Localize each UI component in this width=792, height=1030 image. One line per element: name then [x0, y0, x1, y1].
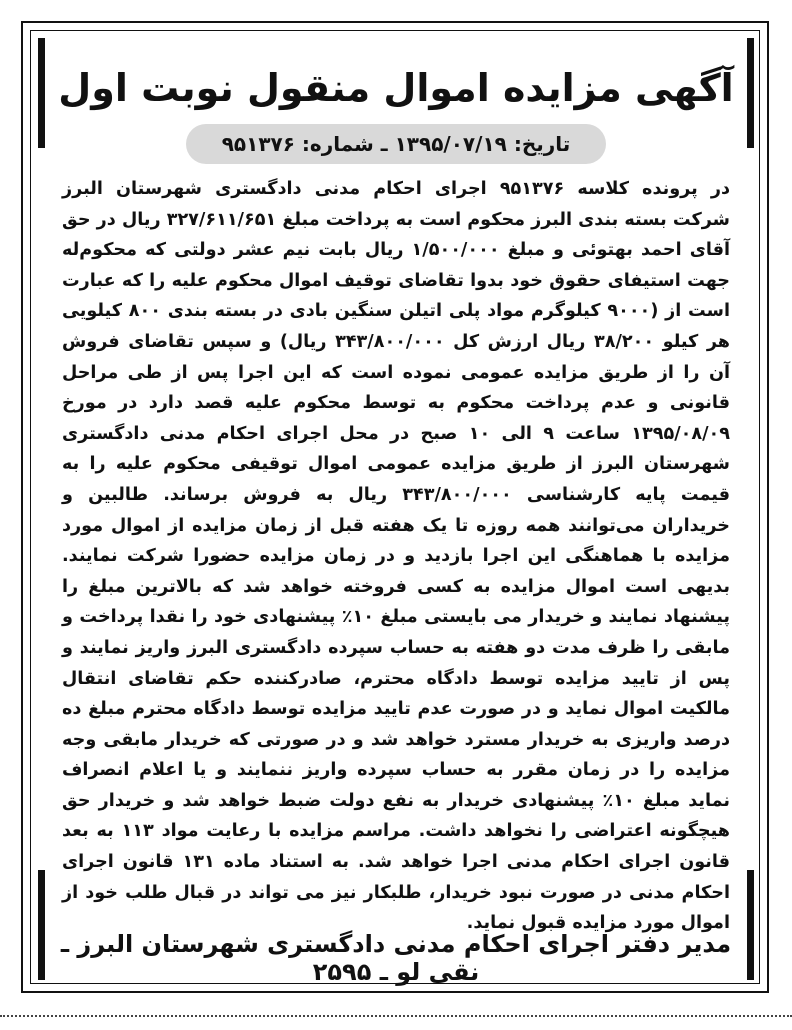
date-number-badge: تاریخ: ۱۳۹۵/۰۷/۱۹ ـ شماره: ۹۵۱۳۷۶	[186, 124, 606, 164]
cut-line	[0, 1015, 792, 1017]
notice-title: آگهی مزایده اموال منقول نوبت اول	[58, 66, 734, 110]
signature-line: مدیر دفتر اجرای احکام مدنی دادگستری شهرستان البرز ـ نقی لو ـ ۲۵۹۵	[60, 930, 732, 986]
corner-bar-bottom-left	[38, 870, 45, 980]
corner-bar-bottom-right	[747, 870, 754, 980]
notice-body: در پرونده کلاسه ۹۵۱۳۷۶ اجرای احکام مدنی دادگستری شهرستان البرز شرکت بسته بندی البرز محکوم است به پرداخت مبلغ ۳۲۷/۶۱۱/۶۵۱ ریال در حق آقای احمد بهتوئی و مبلغ ۱/۵۰۰/۰۰۰ ریال بابت نیم عشر دولتی که محکوم‌له جهت استیفای حقوق خود بدوا تقاضای توقیف اموال محکوم علیه را که عبارت است از (۹۰۰۰ کیلوگرم مواد پلی اتیلن سنگین بادی در بسته بندی ۸۰۰ کیلویی هر کیلو ۳۸/۲۰۰ ریال ارزش کل ۳۴۳/۸۰۰/۰۰۰ ریال) و سپس تقاضای فروش آن را از طریق مزایده عمومی نموده است که این اجرا پس از طی مراحل قانونی و عدم پرداخت محکوم به توسط محکوم علیه قصد دارد در مورخ ۱۳۹۵/۰۸/۰۹ ساعت ۹ الی ۱۰ صبح در محل اجرای احکام مدنی دادگستری شهرستان البرز از طریق مزایده عمومی اموال توقیفی محکوم علیه را به قیمت پایه کارشناسی ۳۴۳/۸۰۰/۰۰۰ ریال به فروش برساند. طالبین و خریداران می‌توانند همه روزه تا یک هفته قبل از زمان مزایده از اموال مورد مزایده با هماهنگی این اجرا بازدید و در زمان مزایده حضورا شرکت نمایند. بدیهی است اموال مزایده به کسی فروخته خواهد شد که بالاترین مبلغ را پیشنهاد نمایند و خریدار می بایستی مبلغ ۱۰٪ پیشنهادی خود را نقدا پرداخت و مابقی را ظرف مدت دو هفته به حساب سپرده دادگستری البرز واریز نمایند و پس از تایید مزایده توسط دادگاه محترم، صادرکننده حکم تقاضای انتقال مالکیت اموال نماید و در صورت عدم تایید مزایده توسط دادگاه محترم مبلغ ده درصد واریزی به خریدار مسترد خواهد شد و در صورتی که خریدار مابقی وجه مزایده را در زمان مقرر به حساب سپرده واریز ننمایند و یا اعلام انصراف نماید مبلغ ۱۰٪ پیشنهادی خریدار به نفع دولت ضبط خواهد شد و خریدار حق هیچگونه اعتراضی را نخواهد داشت. مراسم مزایده با رعایت مواد ۱۱۳ به بعد قانون اجرای احکام مدنی اجرا خواهد شد. به استناد ماده ۱۳۱ قانون اجرای احکام مدنی در صورت نبود خریدار، طلبکار نیز می تواند در قبال طلب خود از اموال مورد مزایده قبول نماید.	[62, 179, 730, 934]
